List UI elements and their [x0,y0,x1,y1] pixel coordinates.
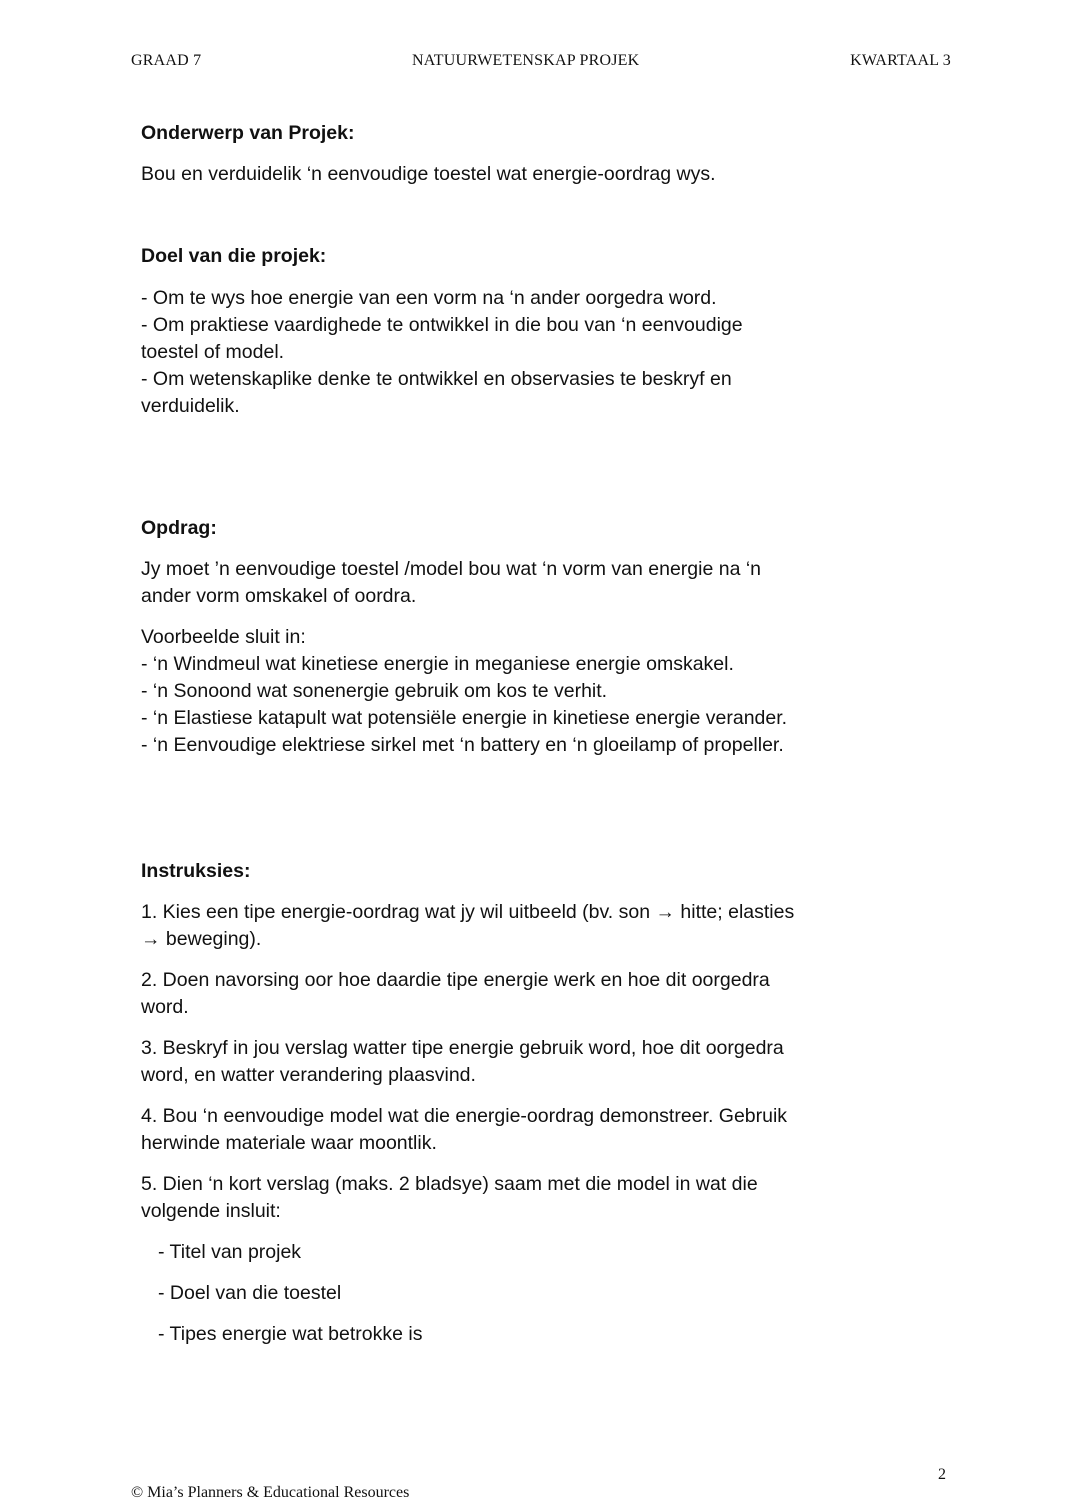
goal-line: - Om te wys hoe energie van een vorm na ‘n ander oorgedra word. [141,287,717,309]
task-heading: Opdrag: [141,517,217,539]
instructions-section [141,858,901,1348]
header-term: KWARTAAL 3 [850,52,951,69]
copyright-notice: © Mia’s Planners & Educational Resources [131,1484,410,1501]
instruction-line: → beweging). [141,928,262,950]
page-number: 2 [938,1466,946,1483]
instruction-line: word. [141,996,189,1018]
task-intro [141,556,901,610]
goal-heading: Doel van die projek: [141,245,327,267]
instruction-item [141,1171,901,1225]
goal-line: verduidelik. [141,395,240,417]
example-item: - ‘n Eenvoudige elektriese sirkel met ‘n battery en ‘n gloeilamp of propeller. [141,734,784,756]
instruction-line: volgende insluit: [141,1200,281,1222]
instruction-subitems [141,1239,901,1348]
instruction-line: 3. Beskryf in jou verslag watter tipe energie gebruik word, hoe dit oorgedra [141,1037,784,1059]
topic-text: Bou en verduidelik ‘n eenvoudige toestel wat energie-oordrag wys. [141,163,716,185]
instruction-line: 2. Doen navorsing oor hoe daardie tipe energie werk en hoe dit oorgedra [141,969,770,991]
instruction-line: herwinde materiale waar moontlik. [141,1132,437,1154]
instruction-line: word, en watter verandering plaasvind. [141,1064,476,1086]
instruction-item [141,899,901,953]
examples-label: Voorbeelde sluit in: [141,626,306,648]
example-item: - ‘n Sonoond wat sonenergie gebruik om kos te verhit. [141,680,608,702]
subitem: - Titel van projek [158,1241,302,1263]
example-item: - ‘n Elastiese katapult wat potensiële energie in kinetiese energie verander. [141,707,788,729]
header-grade: GRAAD 7 [131,52,202,69]
header-title: NATUURWETENSKAP PROJEK [412,52,640,69]
goal-line: - Om praktiese vaardighede te ontwikkel in die bou van ‘n eenvoudige [141,314,743,336]
subitem: - Tipes energie wat betrokke is [158,1323,423,1345]
subitem: - Doel van die toestel [158,1282,342,1304]
instruction-line: 4. Bou ‘n eenvoudige model wat die energie-oordrag demonstreer. Gebruik [141,1105,788,1127]
example-item: - ‘n Windmeul wat kinetiese energie in meganiese energie omskakel. [141,653,734,675]
instruction-item [141,1035,901,1089]
goal-list [141,285,901,420]
goal-section [141,243,901,420]
task-examples [141,624,901,759]
instruction-line: 1. Kies een tipe energie-oordrag wat jy wil uitbeeld (bv. son → hitte; elasties [141,901,795,923]
goal-line: toestel of model. [141,341,285,363]
instruction-item [141,1103,901,1157]
task-intro-line: ander vorm omskakel of oordra. [141,585,417,607]
task-intro-line: Jy moet ’n eenvoudige toestel /model bou wat ‘n vorm van energie na ‘n [141,558,762,580]
topic-heading: Onderwerp van Projek: [141,122,355,144]
task-section [141,515,901,759]
topic-section [141,120,901,188]
goal-line: - Om wetenskaplike denke te ontwikkel en observasies te beskryf en [141,368,732,390]
instruction-line: 5. Dien ‘n kort verslag (maks. 2 bladsye) saam met die model in wat die [141,1173,758,1195]
instructions-heading: Instruksies: [141,860,251,882]
instruction-item [141,967,901,1021]
